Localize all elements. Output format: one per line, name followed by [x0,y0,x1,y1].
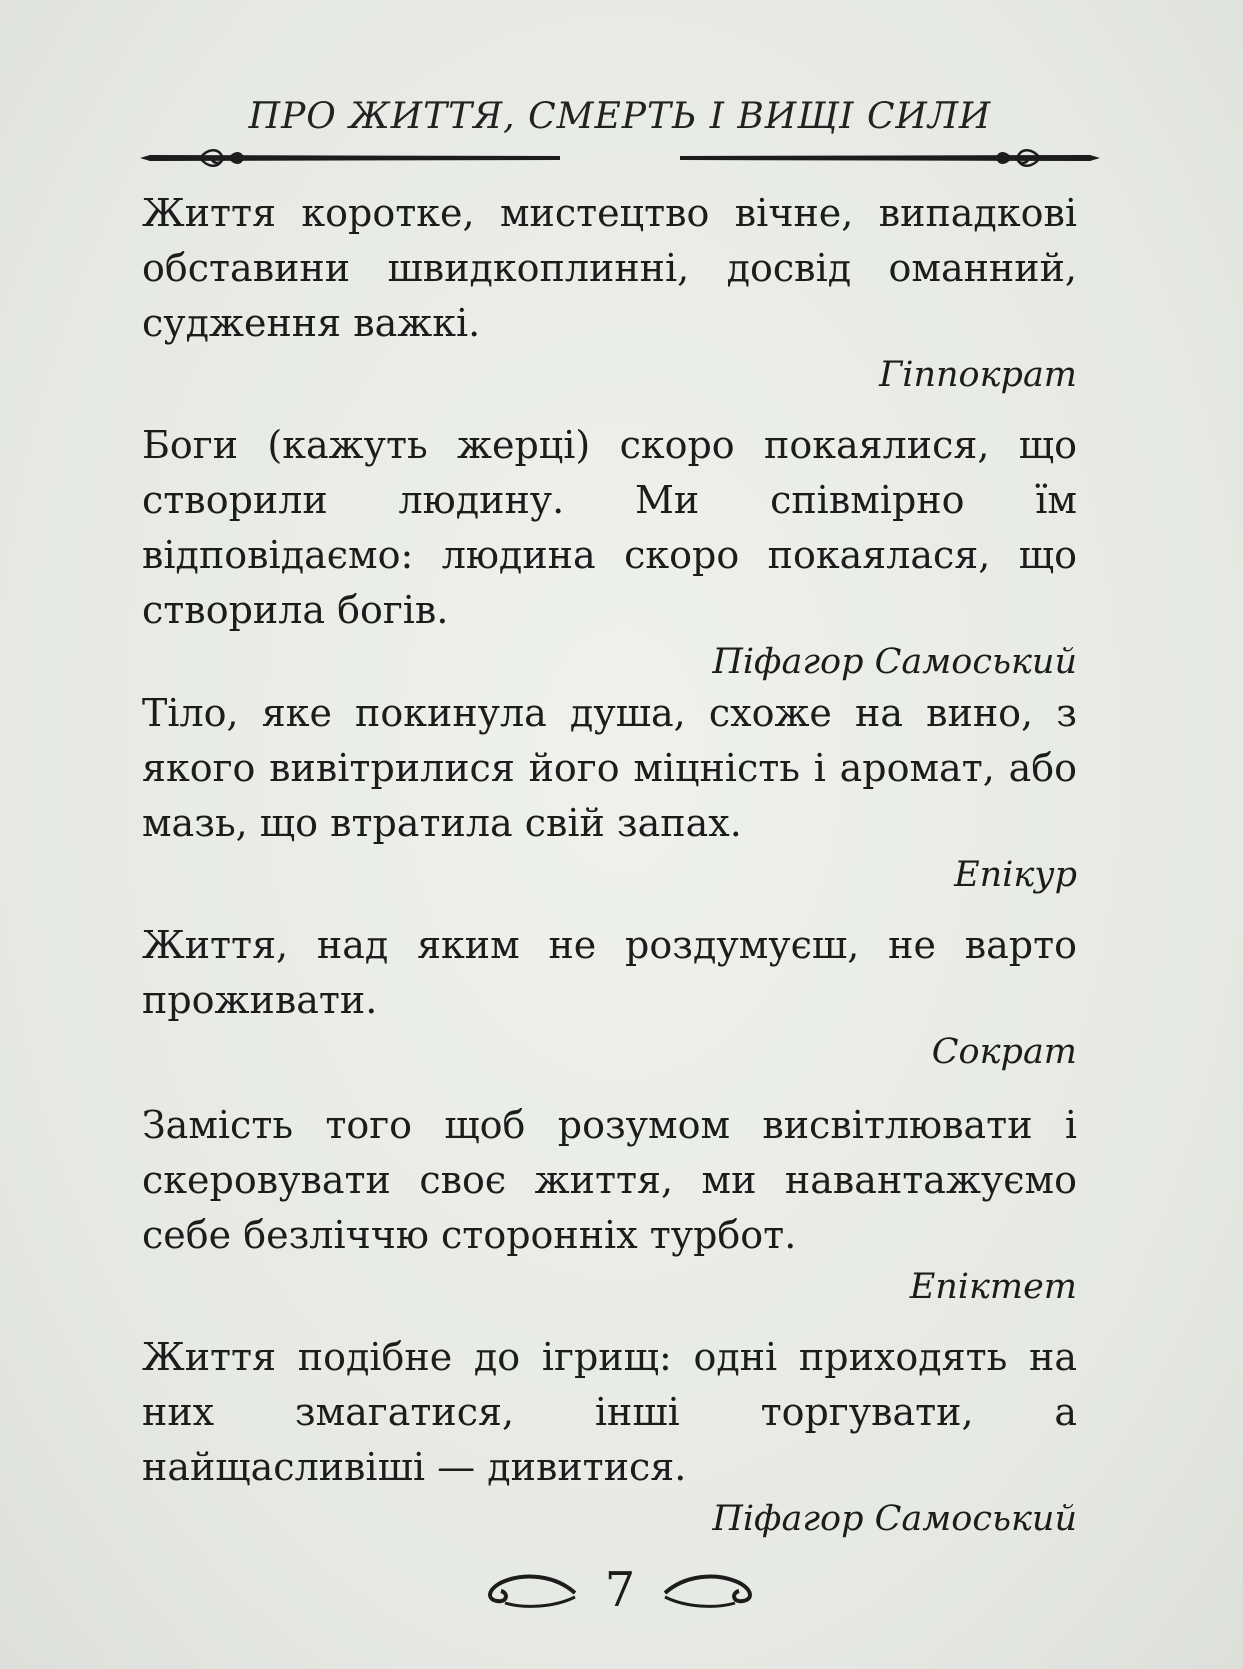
running-head: ПРО ЖИТТЯ, СМЕРТЬ І ВИЩІ СИЛИ [248,96,992,137]
quote-author: Піфагор Самоський [712,1499,1077,1539]
quote-text: Замість того щоб розумом висвітлювати і скеровувати своє життя, ми навантажуємо себе безліччю сторонніх турбот. [142,1103,1077,1257]
quote-text: Життя коротке, мистецтво вічне, випадкові обставини швидкоплинні, досвід оманний, судження важкі. [142,191,1077,345]
swirl-ornament-left [475,1565,585,1615]
quote-block [142,918,1077,1076]
page-number: 7 [604,1562,636,1618]
quote-text: Життя, над яким не роздумуєш, не варто проживати. [142,923,1077,1022]
page-number-ornament [470,1555,770,1625]
ornamental-rule [140,140,1100,176]
quote-author: Епікур [954,855,1077,895]
quote-text: Життя подібне до ігрищ: одні приходять на них змагатися, інші торгувати, а найщасливіші — дивитися. [142,1335,1077,1489]
swirl-ornament-right [655,1565,765,1615]
quote-author: Епіктет [909,1267,1077,1307]
quote-block [142,186,1077,399]
quote-block [142,1098,1077,1311]
quote-author: Сократ [931,1032,1077,1072]
quote-author: Піфагор Самоський [712,642,1077,682]
quote-text: Тіло, яке покинула душа, схоже на вино, з якого вивітрилися його міцність і аромат, або мазь, що втратила свій запах. [142,691,1077,845]
quote-author: Гіппократ [879,355,1077,395]
quote-block [142,1330,1077,1543]
quote-block [142,418,1077,686]
quote-block [142,686,1077,899]
quote-text: Боги (кажуть жерці) скоро покаялися, що створили людину. Ми співмірно їм відповідаємо: людина скоро покаялася, що створила богів. [142,423,1077,632]
